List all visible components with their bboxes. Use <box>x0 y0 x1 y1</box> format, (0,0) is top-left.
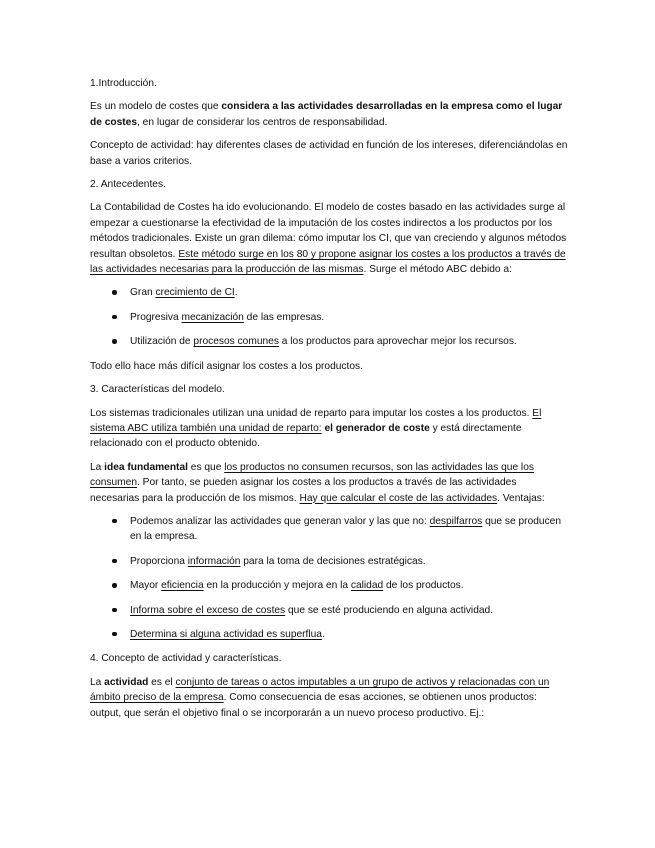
underlined-text: Este método surge en los 80 y propone asignar los costes a los productos a través de las actividades necesarias para la producción de las mismas <box>90 248 566 276</box>
underlined-text: calidad <box>350 580 384 592</box>
text-run: Podemos analizar las actividades que generan valor y las que no: <box>130 515 430 527</box>
section-heading-antecedentes: 2. Antecedentes. <box>90 179 166 191</box>
text-run: . <box>321 628 325 640</box>
antecedentes-paragraph-2: Todo ello hace más difícil asignar los costes a los productos. <box>90 360 363 372</box>
list-item <box>90 334 568 349</box>
antecedentes-bullet-list <box>90 285 568 349</box>
underlined-text: los productos no consumen recursos, son las actividades las que los consumen <box>90 461 534 489</box>
text-run: en la producción y mejora en la <box>203 580 351 592</box>
underlined-text: información <box>187 555 241 567</box>
antecedentes-paragraph-1 <box>90 200 568 277</box>
underlined-text: despilfarros <box>429 515 483 527</box>
list-item <box>90 285 568 300</box>
text-run: La <box>90 461 105 473</box>
text-run: a los productos para aprovechar mejor los recursos. <box>278 336 517 348</box>
text-run: Proporciona <box>130 555 188 567</box>
text-run: . Como consecuencia de esas acciones, se obtienen unos productos: output, que serán el objetivo final o se incorporarán a un nuevo proceso productivo. Ej.: <box>90 692 537 719</box>
underlined-text: Informa sobre el exceso de costes <box>130 604 286 616</box>
list-item <box>90 578 568 593</box>
text-run: Gran <box>130 287 156 299</box>
bold-text: idea fundamental <box>104 461 188 473</box>
underlined-text: procesos comunes <box>193 336 279 348</box>
bold-text: considera a las actividades desarrolladas en la empresa como el lugar de costes <box>90 101 563 128</box>
list-item <box>90 554 568 569</box>
text-run: es que <box>187 461 225 473</box>
concepto-paragraph-1 <box>90 675 568 721</box>
section-heading-concepto: 4. Concepto de actividad y características. <box>90 653 282 665</box>
underlined-text: Hay que calcular el coste de las actividades <box>299 492 498 504</box>
text-run: que se esté produciendo en alguna actividad. <box>285 604 494 616</box>
underlined-text: Determina si alguna actividad es superflua <box>130 628 322 640</box>
text-run: . <box>234 287 238 299</box>
text-run: de los productos. <box>383 580 464 592</box>
text-run: Utilización de <box>130 336 194 348</box>
ventajas-bullet-list <box>90 514 568 642</box>
text-run: . Ventajas: <box>497 492 545 504</box>
underlined-text: mecanización <box>181 311 244 323</box>
list-item <box>90 514 568 545</box>
list-item <box>90 310 568 325</box>
text-run: Mayor <box>130 580 162 592</box>
text-run: La <box>90 676 105 688</box>
bold-text: actividad <box>104 676 149 688</box>
section-heading-caracteristicas: 3. Características del modelo. <box>90 384 225 396</box>
section-heading-introduccion: 1.Introducción. <box>90 78 157 89</box>
text-run: Progresiva <box>130 311 182 323</box>
text-run: es el <box>148 676 176 688</box>
intro-paragraph-1 <box>90 99 568 130</box>
text-run: Los sistemas tradicionales utilizan una unidad de reparto para imputar los costes a los productos. <box>90 407 533 419</box>
text-run: de las empresas. <box>243 311 325 323</box>
document-body <box>90 76 568 729</box>
list-item <box>90 627 568 642</box>
text-run: La Contabilidad de Costes ha ido evolucionando. El modelo de costes basado en las actividades surge al empezar a cuestionarse la efectividad de la imputación de los costes indirectos a los productos por los métodos tradicionales. Existe un gran dilema: cómo imputar los CI, que van creciendo y algunos métodos resultan obsoletos. <box>90 202 567 260</box>
underlined-text: conjunto de tareas o actos imputables a un grupo de activos y relacionadas con un ámbito preciso de la empresa <box>90 676 550 704</box>
underlined-text: El sistema ABC utiliza también una unidad de reparto: <box>90 407 542 434</box>
text-run: , en lugar de considerar los centros de responsabilidad. <box>137 116 388 128</box>
text-run: Es un modelo de costes que <box>90 101 222 113</box>
text-run: para la toma de decisiones estratégicas. <box>240 555 426 567</box>
underlined-text: crecimiento de CI <box>155 287 235 299</box>
list-item <box>90 603 568 618</box>
bold-text: el generador de coste <box>321 422 430 434</box>
text-run: . Por tanto, se pueden asignar los costes a los productos a través de las actividades necesarias para la producción de los mismos. <box>90 477 517 504</box>
text-run: . Surge el método ABC debido a: <box>363 264 512 276</box>
text-run: y está directamente relacionado con el producto obtenido. <box>90 422 522 450</box>
underlined-text: eficiencia <box>161 580 204 592</box>
intro-paragraph-2: Concepto de actividad: hay diferentes clases de actividad en función de los intereses, diferenciándolas en base a varios criterios. <box>90 140 568 167</box>
caracteristicas-paragraph-2 <box>90 460 568 506</box>
caracteristicas-paragraph-1 <box>90 406 568 452</box>
text-run: que se producen en la empresa. <box>130 515 561 543</box>
